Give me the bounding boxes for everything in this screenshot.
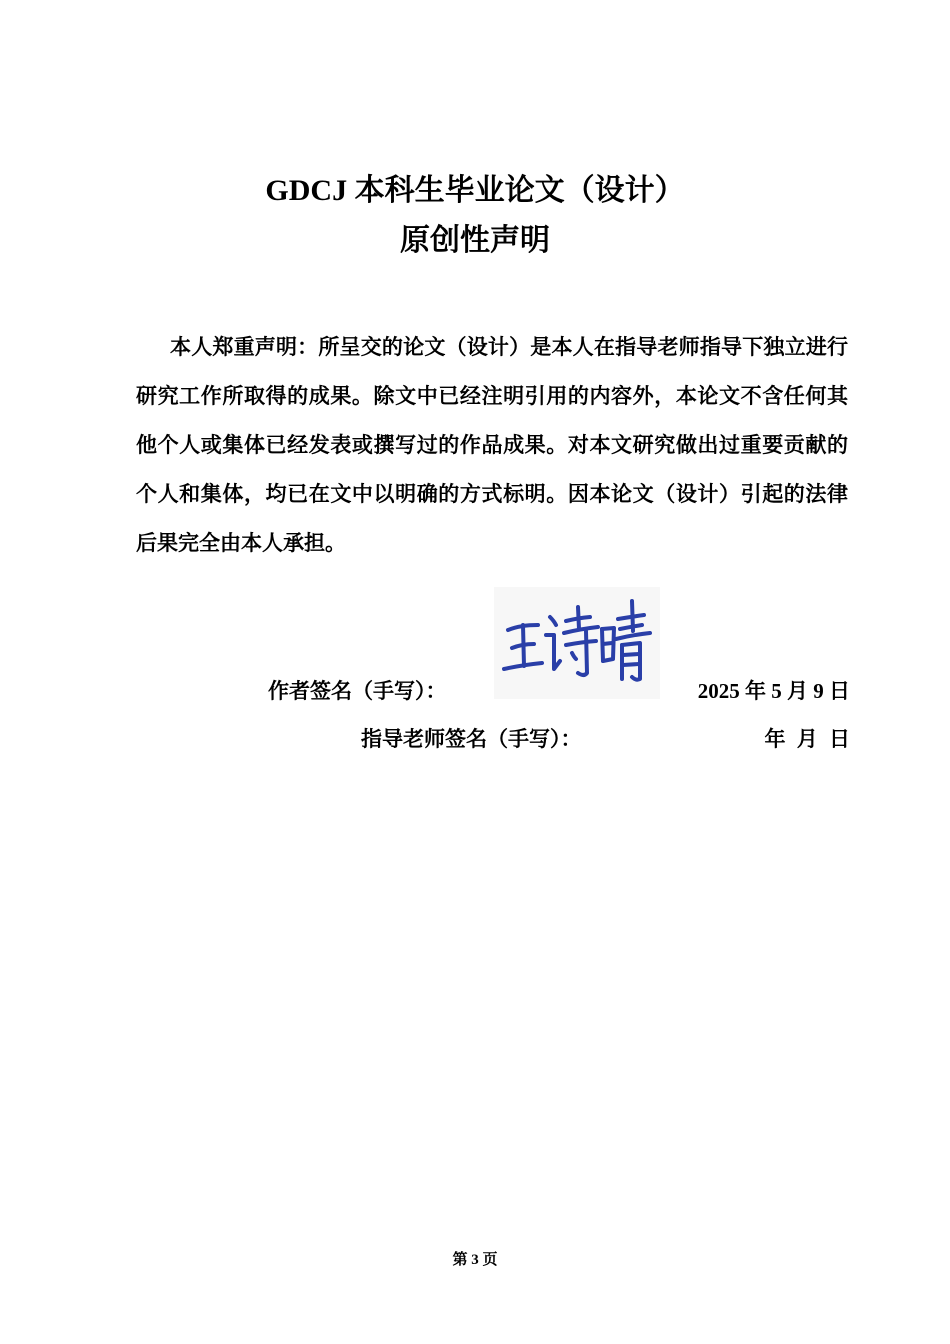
author-signature-label: 作者签名（手写）：: [268, 679, 447, 703]
page-number: 第 3 页: [452, 1252, 498, 1268]
author-signature-date: 2025 年 5 月 9 日: [697, 679, 850, 703]
handwritten-signature: [494, 587, 660, 699]
declaration-paragraph: 本人郑重声明：所呈交的论文（设计）是本人在指导老师指导下独立进行研究工作所取得的成果。除文中已经注明引用的内容外，本论文不含任何其他个人或集体已经发表或撰写过的作品成果。对本文研究做出过重要贡献的个人和集体，均已在文中以明确的方式标明。因本论文（设计）引起的法律后果完全由本人承担。: [136, 335, 848, 555]
advisor-signature-label: 指导老师签名（手写）：: [361, 727, 582, 751]
page-subtitle: 原创性声明: [400, 224, 550, 257]
author-signature-image: [494, 587, 660, 699]
page-title: GDCJ 本科生毕业论文（设计）: [265, 174, 685, 207]
advisor-signature-date: 年 月 日: [764, 727, 850, 751]
